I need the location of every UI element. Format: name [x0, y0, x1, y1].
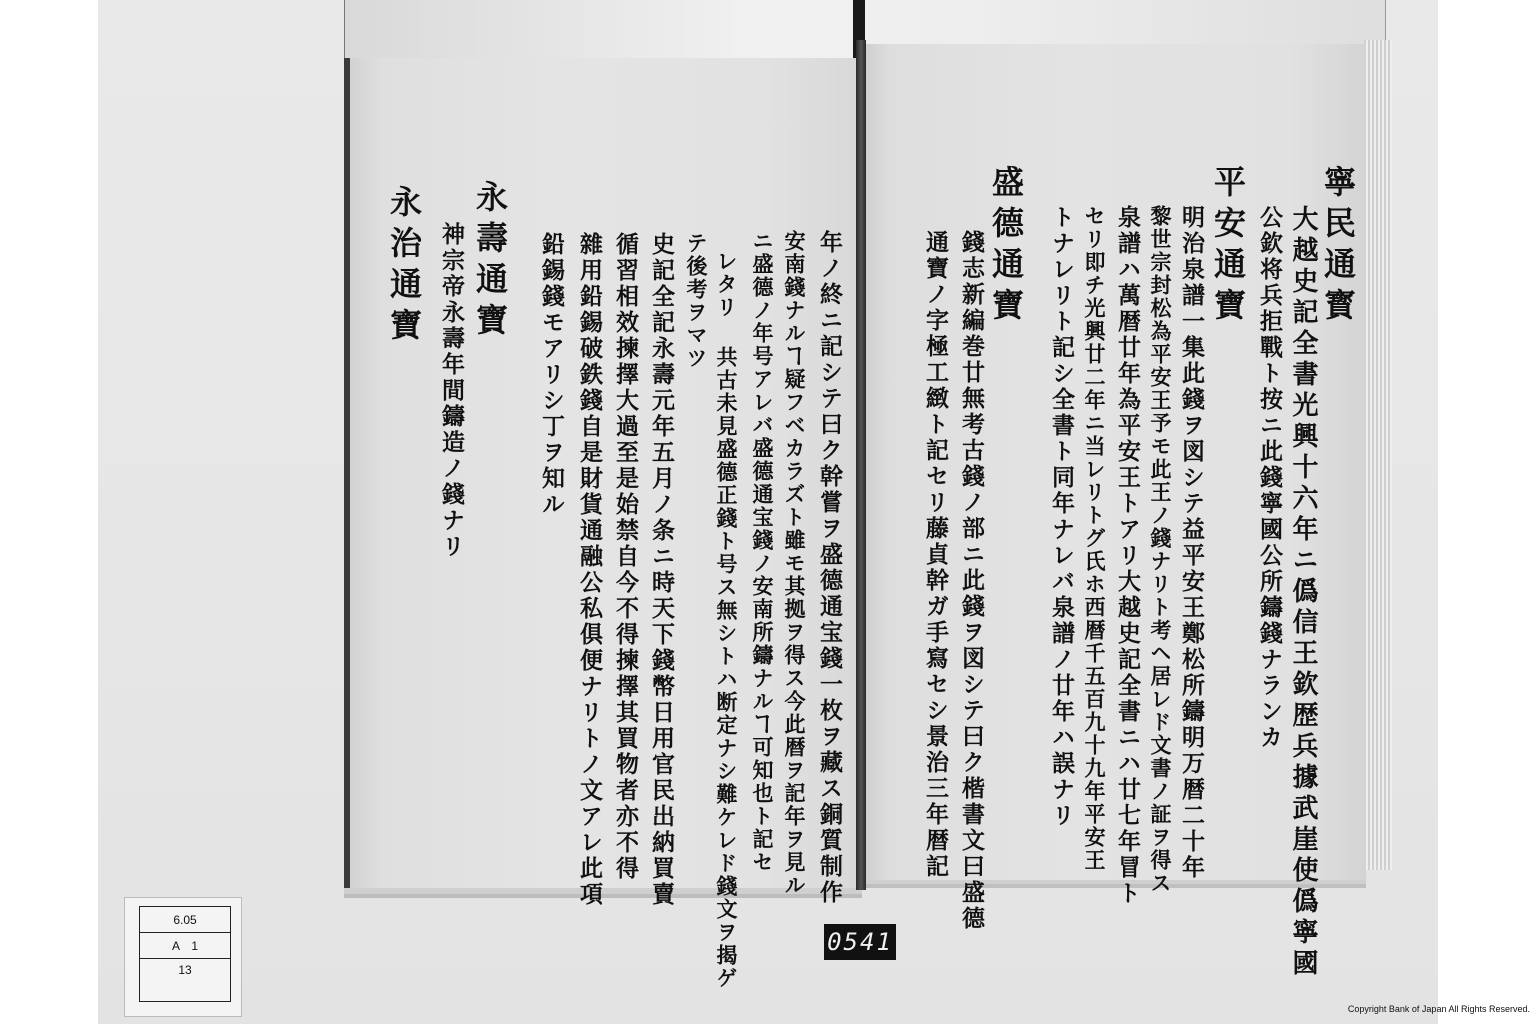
left-text-column: 年ノ終ニ記シテ曰ク幹嘗ヲ盛德通宝錢一枚ヲ藏ス銅質制作 [816, 230, 843, 906]
archive-reference-table [139, 906, 231, 1002]
right-heading-ningmin: 寧民通寳 [1319, 165, 1357, 329]
book-gutter [856, 40, 866, 890]
page-stack-edge [1364, 40, 1392, 870]
left-text-column: 安南錢ナルヿ疑フベカラズト雖モ其拠ヲ得ス今此暦ヲ記年ヲ見ル [782, 230, 807, 897]
right-heading-seitoku: 盛德通寶 [987, 165, 1025, 329]
left-heading-eiji: 永治通寶 [385, 185, 423, 349]
reference-volume: 13 [140, 959, 231, 1002]
right-heading-heian: 平安通寶 [1209, 165, 1247, 329]
right-text-column: 公欽将兵拒戰ト按ニ此錢寧國公所鑄錢ナランカ [1256, 205, 1283, 751]
left-text-column: 雜用鉛錫破鉄錢自是財貨通融公私俱便ナリトノ文アレ此項 [576, 232, 603, 908]
right-text-column: 明治泉譜一集此錢ヲ図シテ益平安王鄭松所鑄明万暦二十年 [1178, 205, 1205, 881]
left-text-column: ニ盛德ノ年号アレバ盛德通宝錢ノ安南所鑄ナルヿ可知也ト記セ [750, 230, 775, 874]
reference-series: A 1 [140, 933, 231, 959]
left-text-column: 史記全記永壽元年五月ノ条ニ時天下錢幣日用官民出納買賣 [648, 232, 675, 908]
right-text-column: 泉譜ハ萬暦廿年為平安王トアリ大越史記全書ニハ廿七年冒ト [1114, 205, 1141, 907]
left-text-column: 鉛錫錢モアリシ丁ヲ知ル [538, 232, 565, 518]
reference-number: 6.05 [140, 907, 231, 933]
right-text-column: 通寶ノ字極工緻ト記セリ藤貞幹ガ手寫セシ景治三年暦記 [922, 230, 949, 880]
left-heading-eiju: 永壽通寶 [471, 180, 509, 344]
frame-number: 0541 [824, 924, 896, 960]
right-text-column: セリ即チ光興廿二年ニ当レリトグ氏ホ西暦千五百九十九年平安王 [1082, 205, 1107, 872]
right-text-column: 黎世宗封松為平安王予モ此王ノ錢ナリト考ヘ居レド文書ノ証ヲ得ス [1148, 205, 1173, 895]
left-text-column: テ後考ヲマツ [684, 232, 709, 370]
left-text-column: 循習相效揀擇大過至是始禁自今不得揀擇其買物者亦不得 [612, 232, 639, 882]
left-text-column: 神宗帝永壽年間鑄造ノ錢ナリ [438, 222, 465, 560]
left-text-column: レタリ 共古未見盛德正錢ト号ス無シトハ断定ナシ難ケレド錢文ヲ揭ゲ [714, 250, 739, 990]
right-text-column: 大越史記全書光興十六年ニ僞信王欽歴兵據武崖使僞寧國 [1288, 205, 1318, 980]
right-text-column: 錢志新編巻廿無考古錢ノ部ニ此錢ヲ図シテ曰ク楷書文曰盛德 [958, 230, 985, 932]
copyright-notice: Copyright Bank of Japan All Rights Reserved. [1347, 1004, 1530, 1014]
right-text-column: トナレリト記シ全書ト同年ナレバ泉譜ノ廿年ハ誤ナリ [1048, 205, 1075, 829]
